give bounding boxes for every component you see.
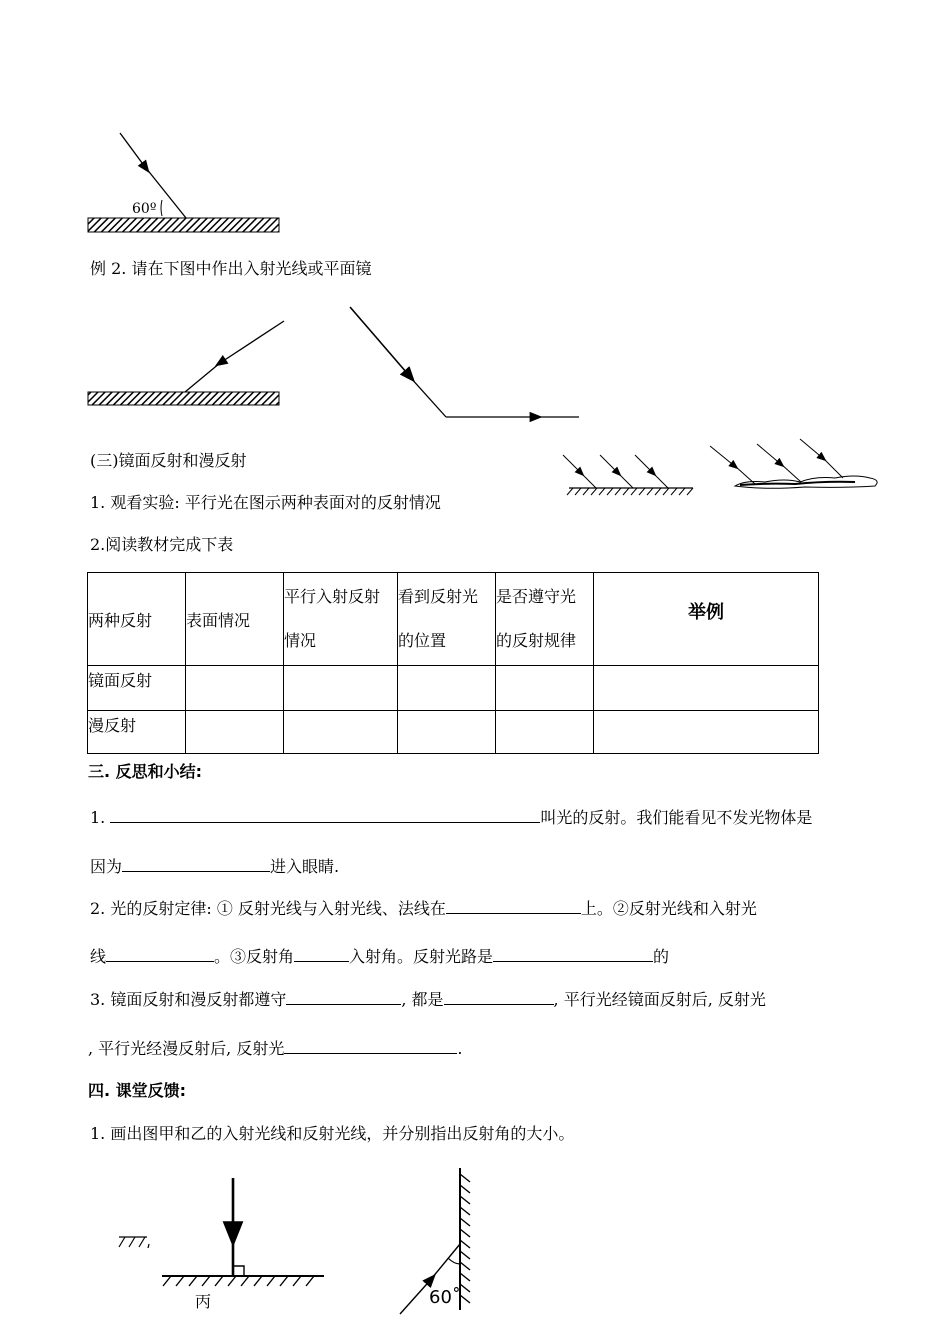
summary-line-4: 线 。③反射角 入射角。反射光路是 的 bbox=[90, 947, 670, 966]
blank-field[interactable] bbox=[493, 945, 653, 962]
table-header-row bbox=[88, 573, 819, 666]
feedback-question-1: 1. 画出图甲和乙的入射光线和反射光线，并分别指出反射角的大小。 bbox=[90, 1124, 575, 1143]
parallel-ray bbox=[600, 455, 620, 475]
reflection-comparison-table bbox=[87, 572, 819, 754]
summary-line-5: 3. 镜面反射和漫反射都遵守 , 都是 , 平行光经镜面反射后, 反射光 bbox=[90, 990, 766, 1009]
summary-line-1: 1. 叫光的反射。我们能看见不发光物体是 bbox=[90, 808, 813, 827]
incident-ray bbox=[350, 307, 413, 380]
blank-field[interactable] bbox=[294, 945, 349, 962]
table-row bbox=[88, 666, 819, 711]
section-3-title: 三. 反思和小结: bbox=[88, 762, 203, 781]
blank-field[interactable] bbox=[122, 855, 270, 872]
angle-arc bbox=[448, 1258, 460, 1264]
table-cell: 镜面反射 bbox=[88, 666, 186, 711]
figure-bing-normal-incidence bbox=[155, 1170, 335, 1290]
incident-ray bbox=[120, 133, 148, 171]
parallel-ray bbox=[757, 444, 783, 466]
figure-bing-label: 丙 bbox=[195, 1292, 212, 1311]
figure-example-2b bbox=[340, 300, 590, 430]
parallel-ray bbox=[710, 446, 737, 468]
blank-field[interactable] bbox=[444, 988, 554, 1005]
table-cell[interactable] bbox=[594, 711, 819, 754]
section-c-item-1: 1. 观看实验: 平行光在图示两种表面对的反射情况 bbox=[90, 493, 441, 512]
table-header-cell: 表面情况 bbox=[186, 573, 284, 666]
table-cell[interactable] bbox=[398, 711, 496, 754]
parallel-ray bbox=[800, 439, 825, 460]
blank-field[interactable] bbox=[284, 1037, 457, 1054]
reflected-ray bbox=[217, 321, 284, 365]
table-cell[interactable] bbox=[284, 666, 398, 711]
angle-label-60: 60º bbox=[132, 201, 157, 217]
table-cell[interactable] bbox=[496, 666, 594, 711]
blank-field[interactable] bbox=[446, 897, 581, 914]
section-4-title: 四. 课堂反馈: bbox=[88, 1081, 187, 1100]
figure-diffuse-reflection bbox=[705, 436, 885, 496]
table-cell[interactable] bbox=[398, 666, 496, 711]
figure-partial-mirror bbox=[115, 1232, 155, 1252]
figure-mirror-60 bbox=[80, 125, 290, 240]
summary-line-3: 2. 光的反射定律: ① 反射光线与入射光线、法线在 上。②反射光线和入射光 bbox=[90, 899, 757, 918]
parallel-ray bbox=[635, 455, 655, 475]
table-cell: 漫反射 bbox=[88, 711, 186, 754]
parallel-ray bbox=[563, 455, 583, 475]
right-angle-mark bbox=[233, 1266, 244, 1276]
mirror-surface bbox=[88, 218, 279, 232]
table-header-cell: 举例 bbox=[594, 573, 819, 666]
blank-field[interactable] bbox=[110, 806, 540, 823]
figure-example-2a bbox=[80, 310, 295, 410]
table-header-cell: 平行入射反射 情况 bbox=[284, 573, 398, 666]
summary-line-2: 因为 进入眼睛. bbox=[90, 857, 340, 876]
section-c-item-2: 2.阅读教材完成下表 bbox=[90, 535, 234, 554]
table-header-cell: 两种反射 bbox=[88, 573, 186, 666]
table-header-cell: 看到反射光 的位置 bbox=[398, 573, 496, 666]
mirror-surface bbox=[88, 392, 279, 405]
blank-field[interactable] bbox=[286, 988, 401, 1005]
summary-line-6: , 平行光经漫反射后, 反射光 . bbox=[88, 1039, 463, 1058]
example-2-text: 例 2. 请在下图中作出入射光线或平面镜 bbox=[90, 259, 372, 278]
table-cell[interactable] bbox=[186, 666, 284, 711]
table-header-cell: 是否遵守光 的反射规律 bbox=[496, 573, 594, 666]
table-row bbox=[88, 711, 819, 754]
table-cell[interactable] bbox=[594, 666, 819, 711]
table-cell[interactable] bbox=[186, 711, 284, 754]
figure-60-angle-label: 60˚ bbox=[429, 1287, 461, 1308]
table-cell[interactable] bbox=[284, 711, 398, 754]
blank-field[interactable] bbox=[106, 945, 214, 962]
angle-arc bbox=[161, 200, 162, 216]
table-cell[interactable] bbox=[496, 711, 594, 754]
figure-specular-reflection bbox=[555, 448, 700, 498]
section-c-title: (三)镜面反射和漫反射 bbox=[90, 451, 247, 470]
